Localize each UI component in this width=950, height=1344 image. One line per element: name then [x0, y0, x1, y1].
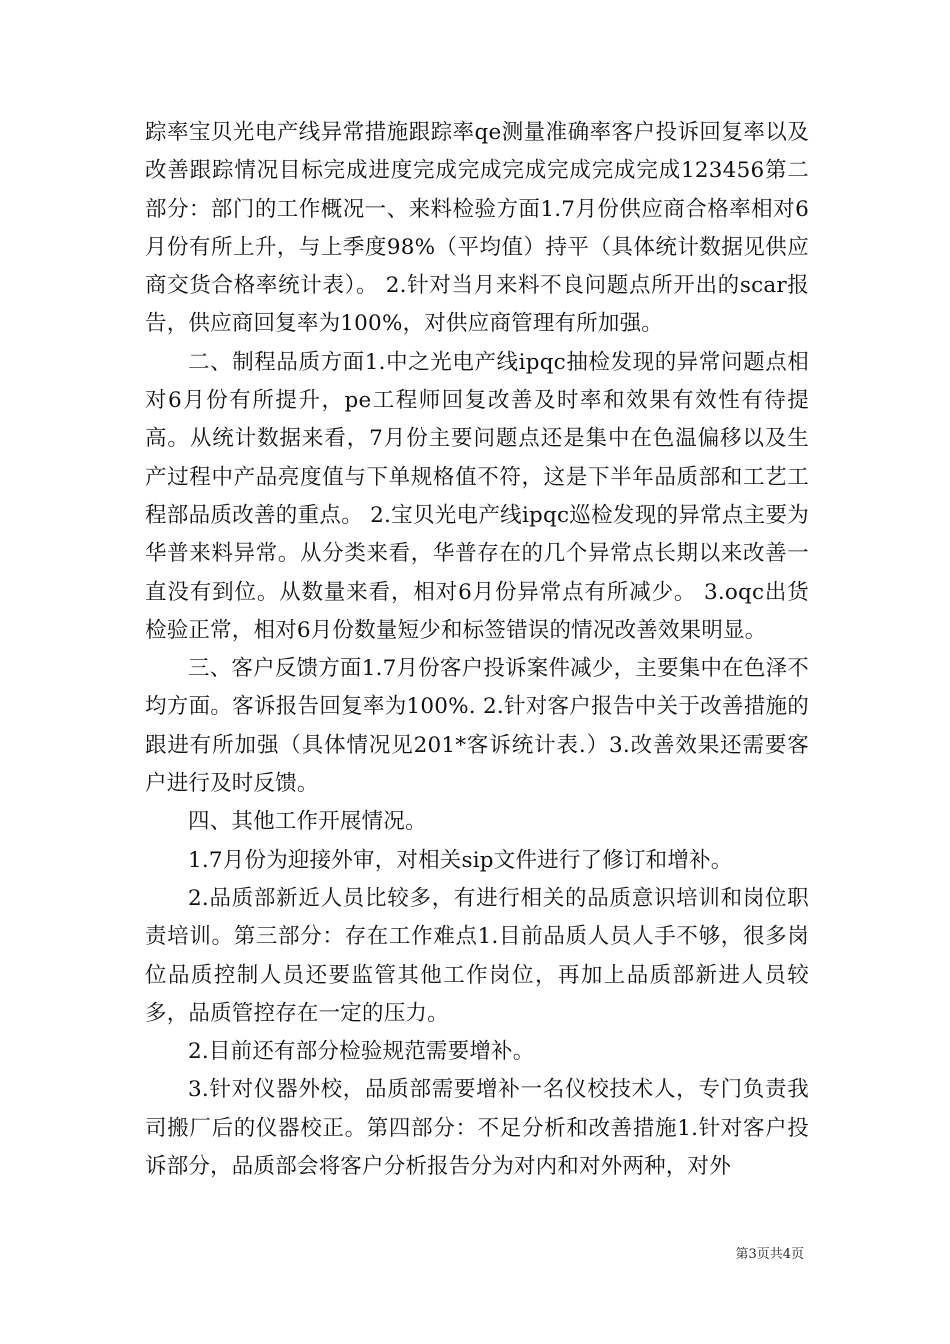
paragraph-6: 2.品质部新近人员比较多，有进行相关的品质意识培训和岗位职责培训。第三部分：存在工作难点1.目前品质人员人手不够，很多岗位品质控制人员还要监管其他工作岗位，再加上品质部新进人员较多，品质管控存在一定的压力。 [145, 885, 809, 1026]
paragraph-1: 踪率宝贝光电产线异常措施跟踪率qe测量准确率客户投诉回复率以及改善跟踪情况目标完成进度完成完成完成完成完成完成123456第二部分：部门的工作概况一、来料检验方面1.7月份供应商合格率相对6月份有所上升，与上季度98%（平均值）持平（具体统计数据见供应商交货合格率统计表）。 2.针对当月来料不良问题点所开出的scar报告，供应商回复率为100%，对供应商管理有所加强。 [145, 120, 809, 337]
paragraph-5: 1.7月份为迎接外审，对相关sip文件进行了修订和增补。 [188, 847, 733, 873]
paragraph-7: 2.目前还有部分检验规范需要增补。 [188, 1039, 535, 1065]
paragraph-3: 三、客户反馈方面1.7月份客户投诉案件减少，主要集中在色泽不均方面。客诉报告回复率为100%. 2.针对客户报告中关于改善措施的跟进有所加强（具体情况见201*客诉统计表.）3.改善效果还需要客户进行及时反馈。 [145, 656, 809, 797]
paragraph-4: 四、其他工作开展情况。 [188, 809, 427, 835]
document-body [145, 114, 809, 1186]
paragraph-8: 3.针对仪器外校，品质部需要增补一名仪校技术人，专门负责我司搬厂后的仪器校正。第四部分：不足分析和改善措施1.针对客户投诉部分，品质部会将客户分析报告分为对内和对外两种，对外 [145, 1077, 809, 1180]
page-number: 第3页共4页 [735, 1247, 804, 1262]
paragraph-2: 二、制程品质方面1.中之光电产线ipqc抽检发现的异常问题点相对6月份有所提升，pe工程师回复改善及时率和效果有效性有待提高。从统计数据来看，7月份主要问题点还是集中在色温偏移以及生产过程中产品亮度值与下单规格值不符，这是下半年品质部和工艺工程部品质改善的重点。 2.宝贝光电产线ipqc巡检发现的异常点主要为华普来料异常。从分类来看，华普存在的几个异常点长期以来改善一直没有到位。从数量来看，相对6月份异常点有所减少。 3.oqc出货检验正常，相对6月份数量短少和标签错误的情况改善效果明显。 [145, 349, 809, 643]
